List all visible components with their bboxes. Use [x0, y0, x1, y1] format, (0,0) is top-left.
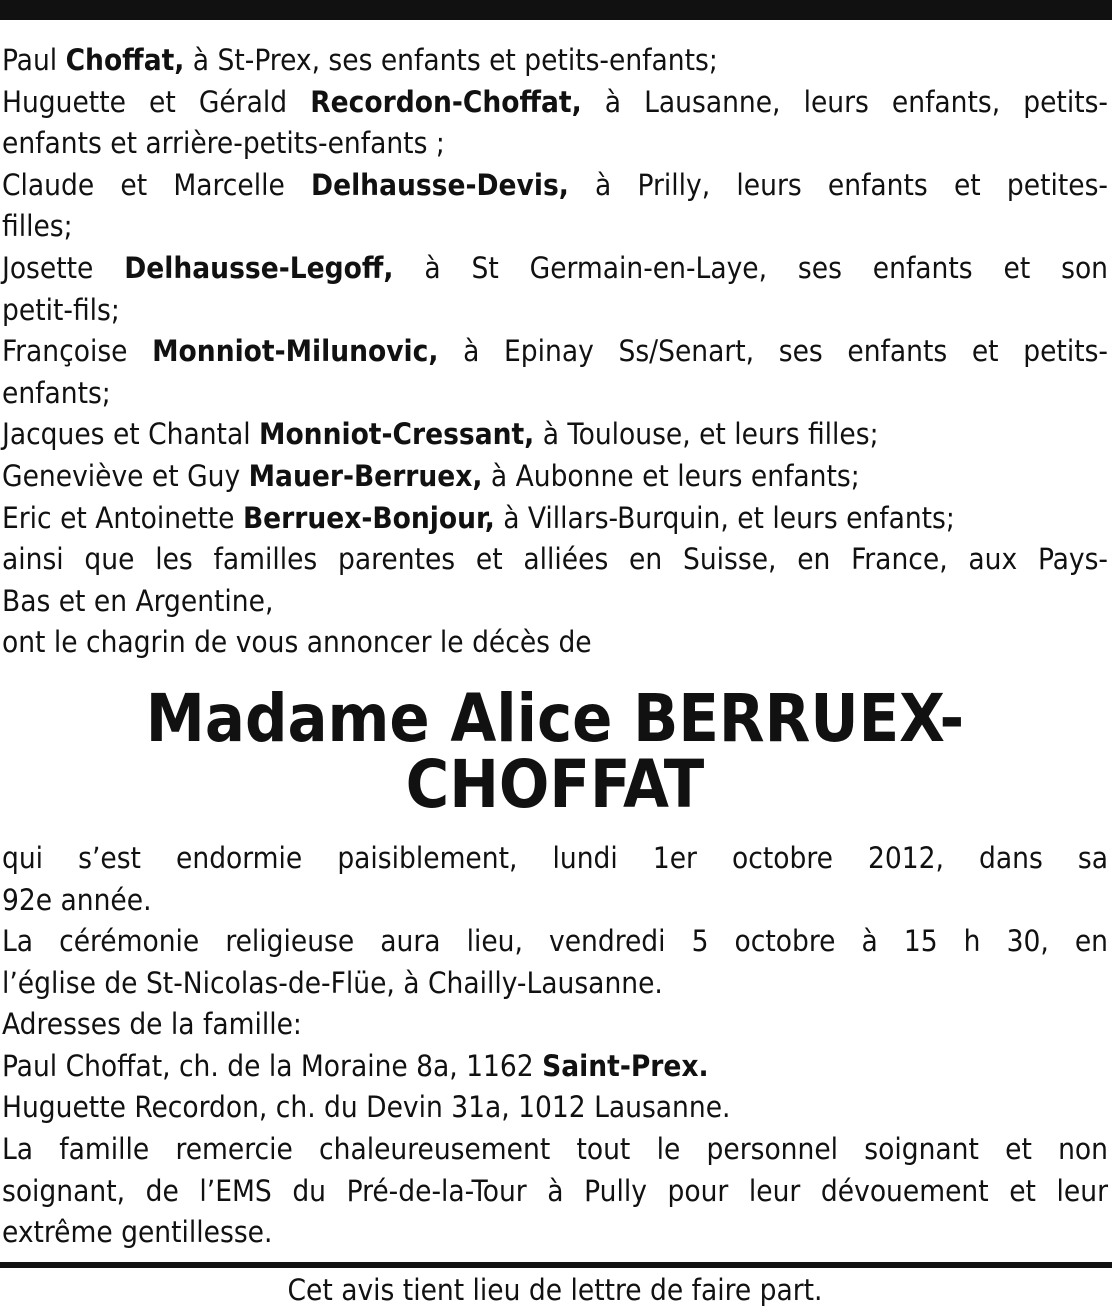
family-surname: Choffat, [65, 43, 185, 77]
family-first-names: Jacques et Chantal [2, 417, 260, 452]
family-place: à Aubonne et leurs enfants; [482, 458, 860, 493]
family-place-cont: enfants et arrière-petits-enfants ; [2, 126, 445, 161]
death-line-cont: 92e année. [2, 882, 152, 917]
family-first-names: Josette [2, 250, 125, 285]
family-place: à Villars-Burquin, et leurs enfants; [494, 500, 955, 535]
family-line [2, 456, 1108, 498]
family-line [2, 414, 1108, 456]
address-line [2, 1046, 1108, 1088]
thanks-line: La famille remercie chaleureusement tout le personnel soignant et non [2, 1132, 1108, 1167]
family-place: à St Germain-en-Laye, ses enfants et son [393, 250, 1108, 285]
address-city: Saint-Prex. [542, 1048, 709, 1083]
family-place-cont: filles; [2, 209, 73, 244]
family-place: à Epinay Ss/Senart, ses enfants et petits- [438, 334, 1109, 369]
addresses-heading: Adresses de la famille: [2, 1007, 302, 1042]
family-first-names: Paul [2, 43, 66, 77]
family-surname: Recordon-Choffat, [310, 84, 582, 119]
family-surname: Delhausse-Devis, [311, 167, 569, 202]
family-first-names: Huguette et Gérald [2, 84, 311, 119]
deceased-name: Madame Alice BERRUEX-CHOFFAT [145, 679, 965, 823]
closing-note: Cet avis tient lieu de lettre de faire part. [287, 1272, 823, 1307]
family-first-names: Eric et Antoinette [2, 500, 243, 535]
announce-line: ont le chagrin de vous annoncer le décès de [2, 625, 592, 660]
address-line: Huguette Recordon, ch. du Devin 31a, 1012 Lausanne. [2, 1090, 731, 1125]
family-surname: Mauer-Berruex, [248, 458, 483, 493]
ceremony-line: La cérémonie religieuse aura lieu, vendredi 5 octobre à 15 h 30, en [2, 924, 1108, 959]
family-line-cont [2, 123, 1108, 165]
family-place-cont: enfants; [2, 375, 111, 410]
family-surname: Berruex-Bonjour, [242, 500, 495, 535]
family-line [2, 248, 1108, 290]
family-line [2, 331, 1108, 373]
family-place: à St-Prex, ses enfants et petits-enfants; [184, 43, 718, 77]
thanks-line: extrême gentillesse. [2, 1215, 273, 1250]
family-place: à Lausanne, leurs enfants, petits- [581, 84, 1109, 119]
family-line [2, 40, 1108, 82]
family-line-cont [2, 290, 1108, 332]
relatives-line: ainsi que les familles parentes et alliées en Suisse, en France, aux Pays- [2, 542, 1108, 577]
address-text: Paul Choffat, ch. de la Moraine 8a, 1162 [2, 1048, 543, 1083]
family-surname: Monniot-Cressant, [259, 417, 535, 452]
ceremony-line-cont: l’église de St-Nicolas-de-Flüe, à Chailly-Lausanne. [2, 965, 663, 1000]
family-place: à Prilly, leurs enfants et petites- [568, 167, 1109, 202]
thanks-line: soignant, de l’EMS du Pré-de-la-Tour à Pully pour leur dévouement et leur [2, 1173, 1108, 1208]
obituary-notice [2, 40, 1108, 1311]
relatives-line-cont: Bas et en Argentine, [2, 583, 274, 618]
family-first-names: Claude et Marcelle [2, 167, 312, 202]
family-line-cont [2, 373, 1108, 415]
death-line: qui s’est endormie paisiblement, lundi 1er octobre 2012, dans sa [2, 840, 1108, 875]
top-rule [0, 0, 1112, 20]
family-line [2, 165, 1108, 207]
family-first-names: Françoise [2, 334, 153, 369]
bottom-rule [0, 1262, 1112, 1268]
family-first-names: Geneviève et Guy [2, 458, 249, 493]
family-line [2, 82, 1108, 124]
family-line-cont [2, 206, 1108, 248]
family-place-cont: petit-fils; [2, 292, 120, 327]
family-line [2, 498, 1108, 540]
family-surname: Delhausse-Legoff, [124, 250, 394, 285]
family-surname: Monniot-Milunovic, [152, 334, 439, 369]
family-place: à Toulouse, et leurs filles; [534, 417, 879, 452]
